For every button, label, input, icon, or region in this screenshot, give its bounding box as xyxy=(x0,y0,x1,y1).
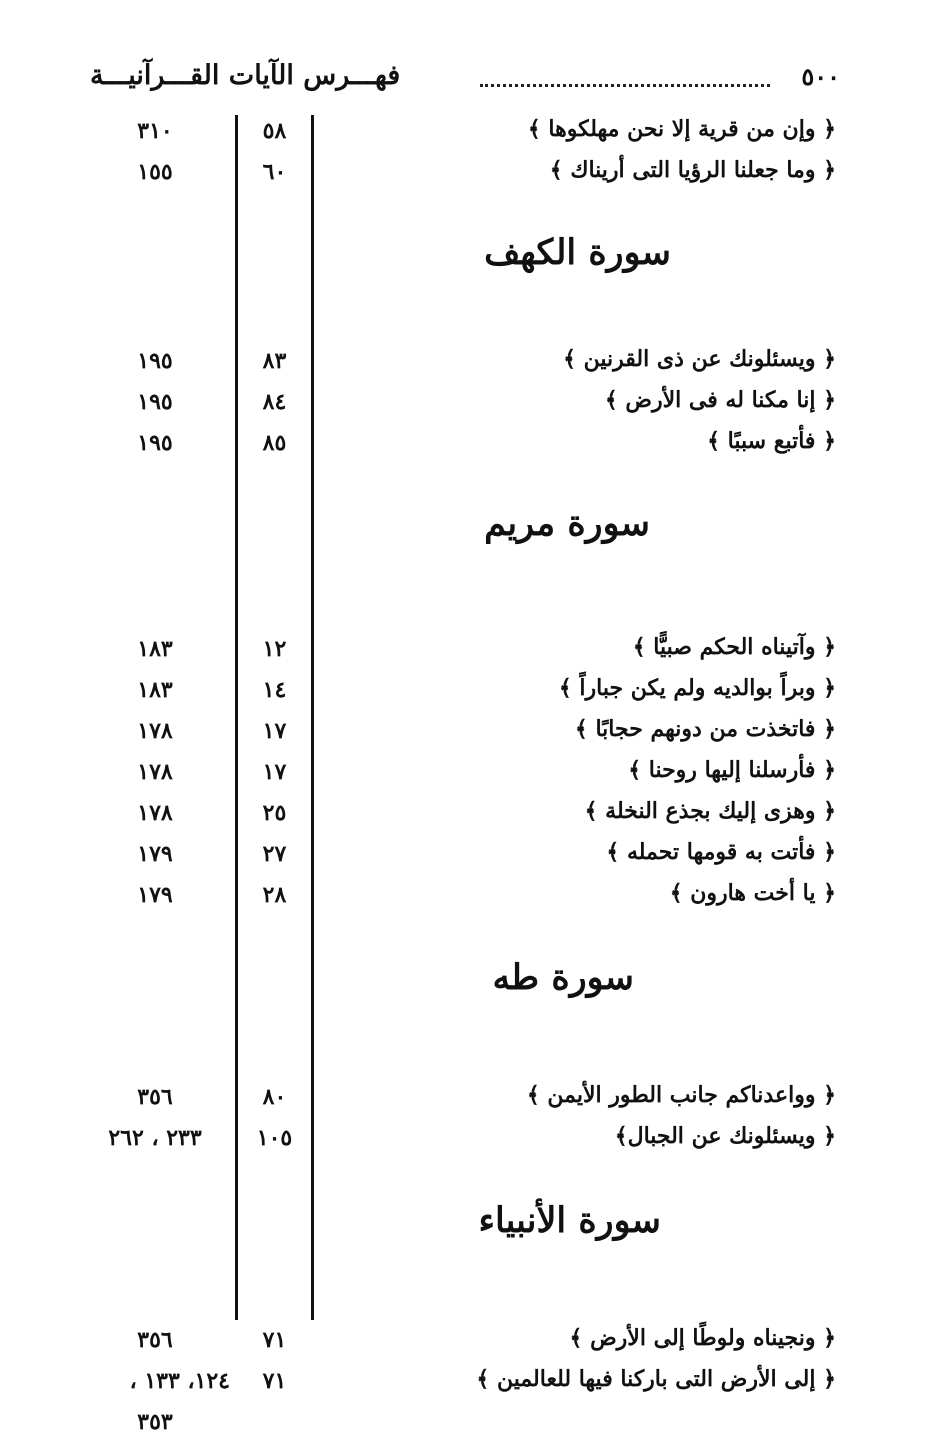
ayah-number: ٢٥ xyxy=(262,800,287,826)
ayah-number: ٥٨ xyxy=(262,118,287,144)
ayah-number: ١٤ xyxy=(262,677,287,703)
page-reference: ١٢٤، ١٣٣ ، xyxy=(129,1368,230,1394)
page-reference: ١٧٨ xyxy=(137,759,173,785)
verse-text: ﴿ إلى الأرض التى باركنا فيها للعالمين ﴾ xyxy=(476,1366,836,1392)
verse-text: ﴿ وهزى إليك بجذع النخلة ﴾ xyxy=(584,798,836,824)
verse-text: ﴿ فأرسلنا إليها روحنا ﴾ xyxy=(628,757,836,783)
verse-text: ﴿ ويسئلونك عن الجبال﴾ xyxy=(614,1123,836,1149)
page-reference: ٢٣٣ ، ٢٦٢ xyxy=(108,1125,202,1151)
ayah-number: ٢٧ xyxy=(262,841,287,867)
ayah-number: ٧١ xyxy=(262,1368,287,1394)
page-number: ٥٠٠ xyxy=(801,62,840,91)
index-row xyxy=(0,712,946,753)
index-row xyxy=(0,383,946,424)
surah-title: سورة الكهف xyxy=(484,232,671,273)
page-reference: ٣٥٦ xyxy=(137,1327,173,1353)
ayah-number: ١٧ xyxy=(262,759,287,785)
verse-text: ﴿ ويسئلونك عن ذى القرنين ﴾ xyxy=(563,346,836,372)
verse-text: ﴿ فأتبع سببًا ﴾ xyxy=(707,428,836,454)
ayah-number: ٢٨ xyxy=(262,882,287,908)
ayah-number: ١٧ xyxy=(262,718,287,744)
index-row xyxy=(0,794,946,835)
page-reference: ١٧٩ xyxy=(137,841,173,867)
ayah-number: ١٠٥ xyxy=(256,1125,293,1151)
verse-text: ﴿ فأتت به قومها تحمله ﴾ xyxy=(606,839,836,865)
ayah-number: ٧١ xyxy=(262,1327,287,1353)
page-reference: ٣٥٣ xyxy=(137,1409,173,1435)
running-title: فهـــرس الآيات القـــرآنيـــة xyxy=(90,60,401,91)
verse-text: ﴿ إنا مكنا له فى الأرض ﴾ xyxy=(604,387,836,413)
verse-text: ﴿ وبراً بوالديه ولم يكن جباراً ﴾ xyxy=(558,675,836,701)
index-row xyxy=(0,671,946,712)
index-row xyxy=(0,1403,946,1444)
surah-title: سورة طه xyxy=(492,957,634,998)
surah-heading xyxy=(0,194,946,342)
page-reference: ١٧٨ xyxy=(137,718,173,744)
page-reference: ١٥٥ xyxy=(137,159,173,185)
surah-heading xyxy=(0,917,946,1078)
verse-text: ﴿ يا أخت هارون ﴾ xyxy=(669,880,836,906)
page-reference: ١٩٥ xyxy=(137,348,173,374)
page-reference: ١٩٥ xyxy=(137,389,173,415)
surah-heading xyxy=(0,465,946,630)
verse-text: ﴿ ونجيناه ولوطًا إلى الأرض ﴾ xyxy=(569,1325,836,1351)
page-header xyxy=(90,58,840,98)
index-row xyxy=(0,424,946,465)
index-row xyxy=(0,876,946,917)
ayah-number: ٨٠ xyxy=(262,1084,287,1110)
ayah-number: ٨٥ xyxy=(262,430,287,456)
index-row xyxy=(0,153,946,194)
verse-text: ﴿ وواعدناكم جانب الطور الأيمن ﴾ xyxy=(526,1082,836,1108)
verse-text: ﴿ فاتخذت من دونهم حجابًا ﴾ xyxy=(574,716,836,742)
page-reference: ١٧٩ xyxy=(137,882,173,908)
index-row xyxy=(0,630,946,671)
page-reference: ١٨٣ xyxy=(137,636,173,662)
page-reference: ١٩٥ xyxy=(137,430,173,456)
index-content xyxy=(0,112,946,1444)
index-row xyxy=(0,1078,946,1119)
index-row xyxy=(0,835,946,876)
index-row xyxy=(0,753,946,794)
ayah-number: ١٢ xyxy=(262,636,287,662)
index-row xyxy=(0,1362,946,1403)
verse-text: ﴿ وإن من قرية إلا نحن مهلكوها ﴾ xyxy=(527,116,836,142)
ayah-number: ٦٠ xyxy=(262,159,287,185)
verse-text: ﴿ وآتيناه الحكم صبيًّا ﴾ xyxy=(632,634,836,660)
ayah-number: ٨٤ xyxy=(262,389,287,415)
surah-title: سورة مريم xyxy=(484,503,650,544)
ayah-number: ٨٣ xyxy=(262,348,287,374)
verse-text: ﴿ وما جعلنا الرؤيا التى أريناك ﴾ xyxy=(549,157,836,183)
index-row xyxy=(0,1119,946,1160)
surah-heading xyxy=(0,1160,946,1321)
index-row xyxy=(0,342,946,383)
page-reference: ٣٥٦ xyxy=(137,1084,173,1110)
index-row xyxy=(0,112,946,153)
page-reference: ٣١٠ xyxy=(137,118,173,144)
leader-dots xyxy=(480,72,770,87)
page-reference: ١٧٨ xyxy=(137,800,173,826)
surah-title: سورة الأنبياء xyxy=(478,1200,661,1241)
page-reference: ١٨٣ xyxy=(137,677,173,703)
index-row xyxy=(0,1321,946,1362)
